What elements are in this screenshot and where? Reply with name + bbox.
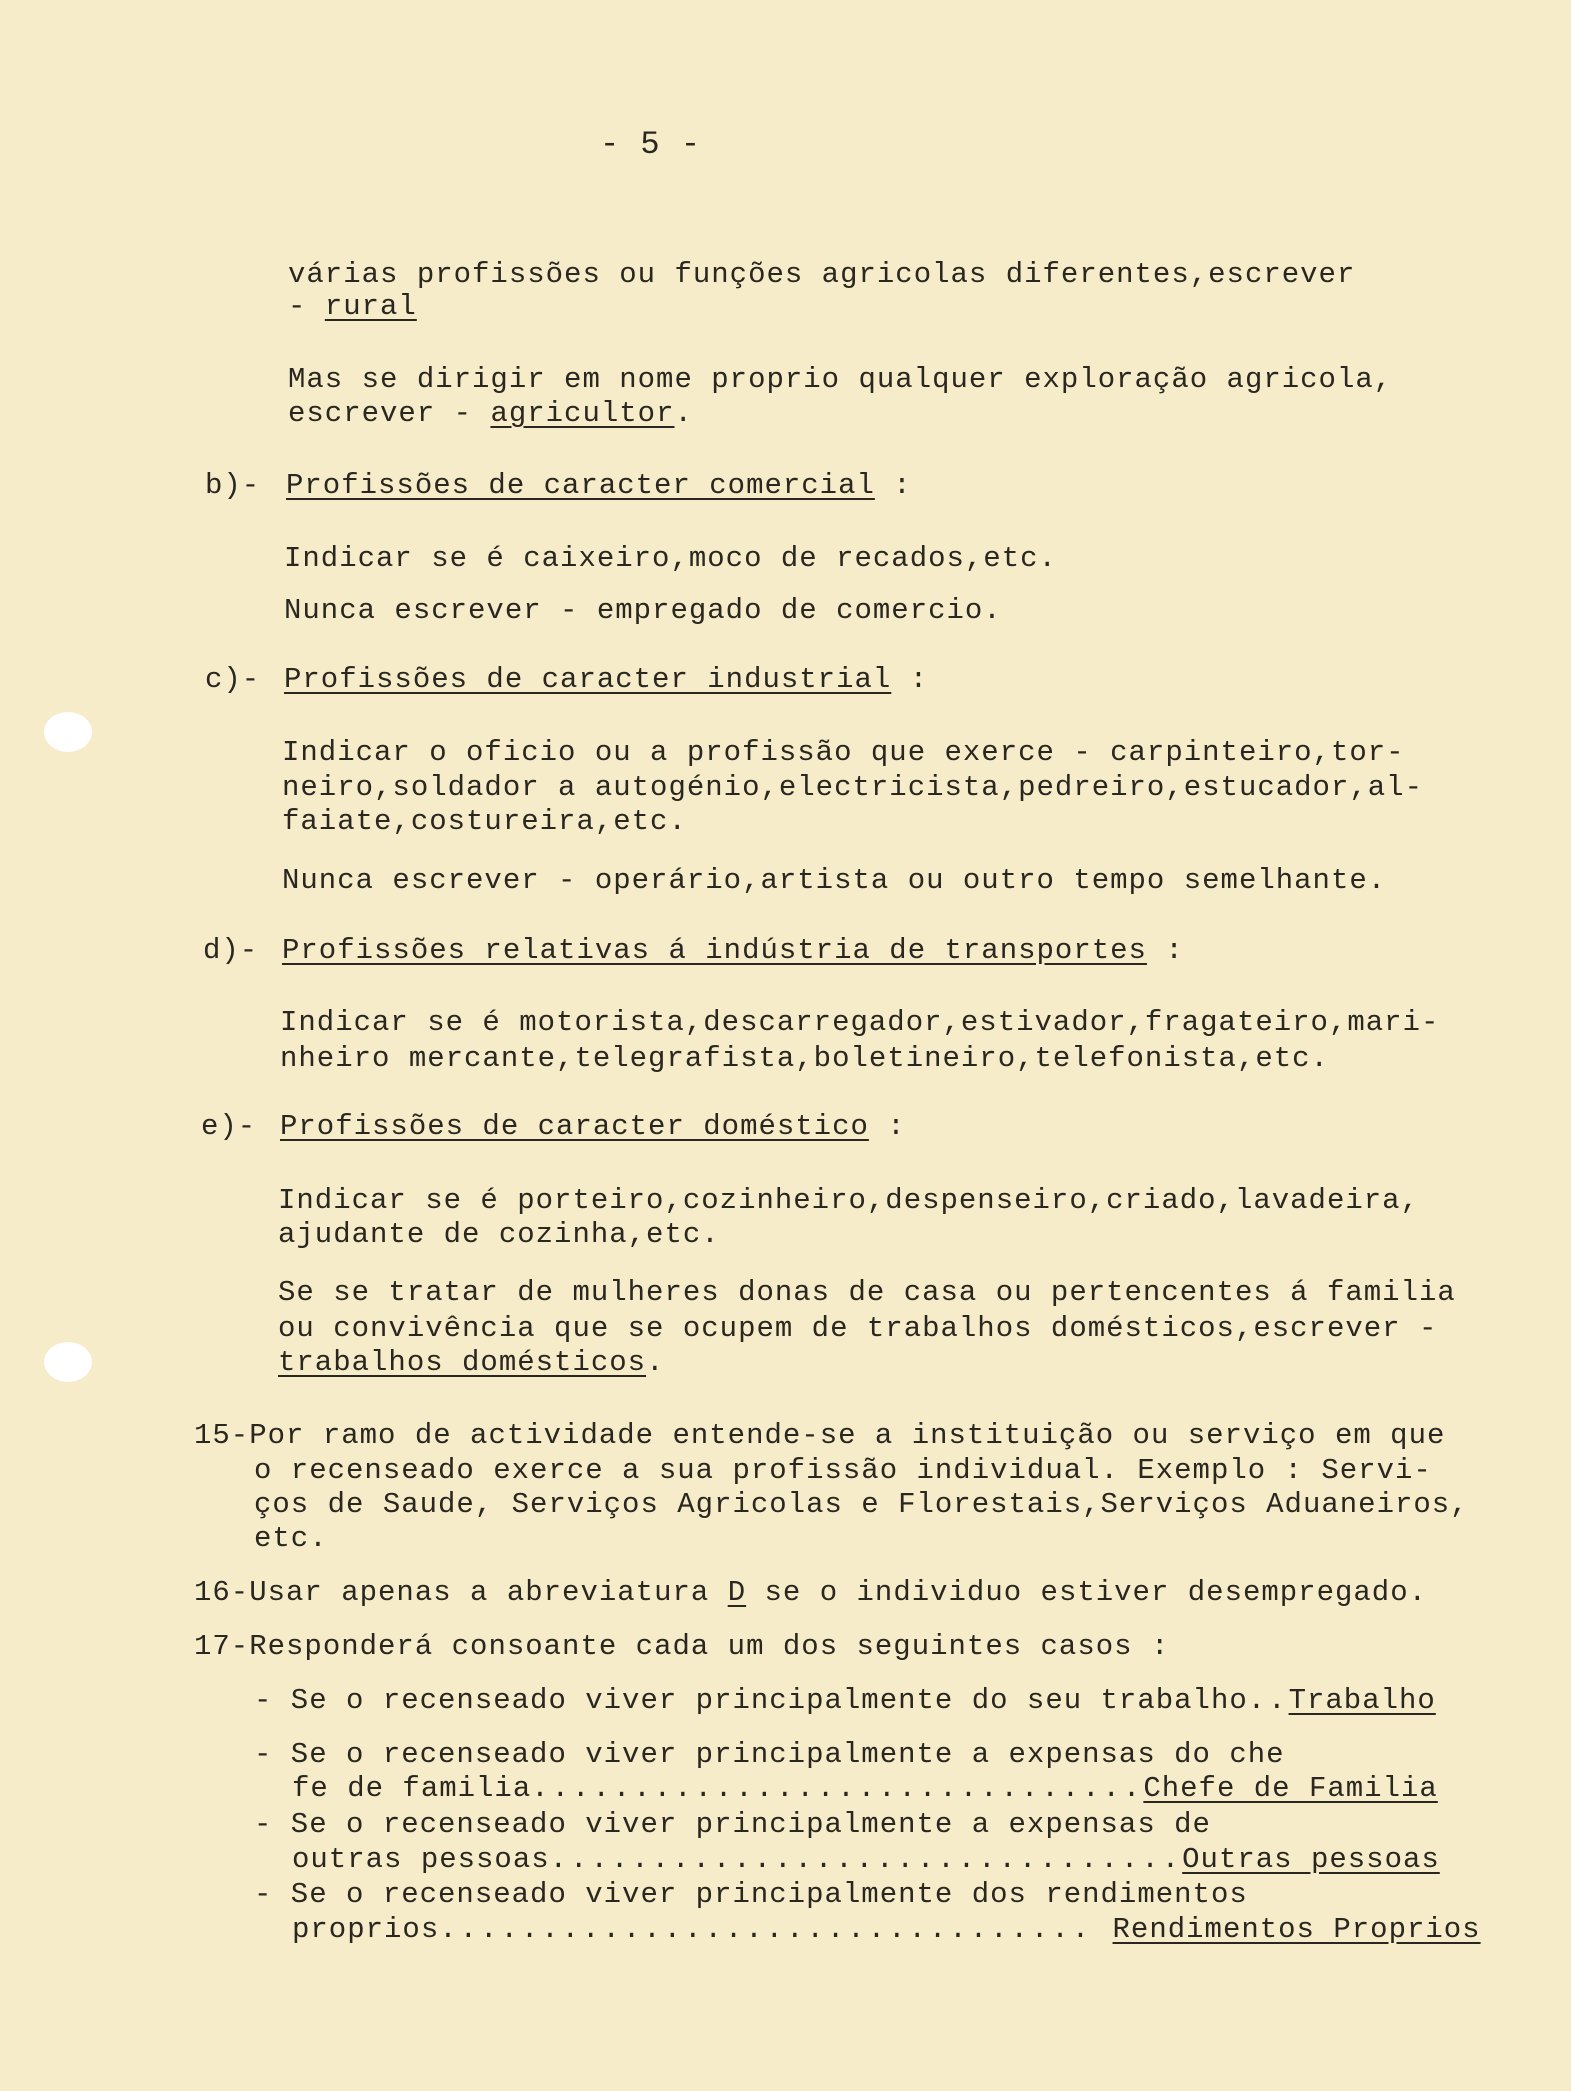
- case-4-line-1: - Se o recenseado viver principalmente dos rendimentos: [254, 1878, 1248, 1911]
- section-c-text-3: faiate,costureira,etc.: [282, 805, 687, 838]
- intro-line-4: escrever - agricultor.: [288, 397, 693, 430]
- section-d-title: Profissões relativas á indústria de transportes: [282, 934, 1147, 967]
- section-b-label: b)-: [205, 469, 261, 502]
- item-16: 16-Usar apenas a abreviatura D se o individuo estiver desempregado.: [194, 1576, 1427, 1609]
- section-e-text-1: Indicar se é porteiro,cozinheiro,despenseiro,criado,lavadeira,: [278, 1184, 1419, 1217]
- item-15-line-1: 15-Por ramo de actividade entende-se a instituição ou serviço em que: [194, 1419, 1446, 1452]
- page-edge: [1571, 0, 1581, 2091]
- section-c-text-2: neiro,soldador a autogénio,electricista,pedreiro,estucador,al-: [282, 771, 1423, 804]
- item-15-line-3: ços de Saude, Serviços Agricolas e Florestais,Serviços Aduaneiros,: [254, 1488, 1469, 1521]
- punch-hole-bottom: [44, 1342, 92, 1382]
- section-c-title: Profissões de caracter industrial: [284, 663, 892, 696]
- section-b-heading: Profissões de caracter comercial :: [286, 469, 912, 502]
- section-c-label: c)-: [205, 663, 261, 696]
- intro-line-2: - rural: [288, 290, 417, 323]
- section-e-label: e)-: [201, 1110, 257, 1143]
- item-15-line-2: o recenseado exerce a sua profissão individual. Exemplo : Servi-: [254, 1454, 1432, 1487]
- section-b-text-2: Nunca escrever - empregado de comercio.: [284, 594, 1002, 627]
- intro-line-3: Mas se dirigir em nome proprio qualquer exploração agricola,: [288, 363, 1393, 396]
- answer-chefe-de-familia: Chefe de Familia: [1143, 1772, 1438, 1805]
- item-15-line-4: etc.: [254, 1522, 328, 1555]
- case-3-line-2: outras pessoas...............................Outras pessoas: [292, 1843, 1440, 1876]
- intro-line-1: várias profissões ou funções agricolas diferentes,escrever: [288, 258, 1356, 291]
- section-e-text-3: Se se tratar de mulheres donas de casa ou pertencentes á familia: [278, 1276, 1456, 1309]
- section-d-text-1: Indicar se é motorista,descarregador,estivador,fragateiro,mari-: [280, 1006, 1440, 1039]
- term-agricultor: agricultor: [490, 397, 675, 430]
- page-number: - 5 -: [600, 126, 702, 163]
- case-2-line-1: - Se o recenseado viver principalmente a expensas do che: [254, 1738, 1285, 1771]
- section-b-title: Profissões de caracter comercial: [286, 469, 875, 502]
- abbreviation-d: D: [727, 1576, 747, 1609]
- section-d-label: d)-: [203, 934, 259, 967]
- section-e-text-5: trabalhos domésticos.: [278, 1346, 665, 1379]
- section-e-text-4: ou convivência que se ocupem de trabalhos domésticos,escrever -: [278, 1312, 1438, 1345]
- term-rural: rural: [324, 290, 417, 323]
- section-e-text-2: ajudante de cozinha,etc.: [278, 1218, 720, 1251]
- section-c-text-4: Nunca escrever - operário,artista ou outro tempo semelhante.: [282, 864, 1387, 897]
- section-c-text-1: Indicar o oficio ou a profissão que exerce - carpinteiro,tor-: [282, 736, 1405, 769]
- term-trabalhos-domesticos: trabalhos domésticos: [278, 1346, 647, 1379]
- section-e-title: Profissões de caracter doméstico: [280, 1110, 869, 1143]
- answer-trabalho: Trabalho: [1288, 1684, 1436, 1717]
- answer-rendimentos-proprios: Rendimentos Proprios: [1112, 1913, 1481, 1946]
- punch-hole-top: [44, 712, 92, 752]
- item-17-intro: 17-Responderá consoante cada um dos seguintes casos :: [194, 1630, 1170, 1663]
- section-d-text-2: nheiro mercante,telegrafista,boletineiro,telefonista,etc.: [280, 1042, 1329, 1075]
- section-c-heading: Profissões de caracter industrial :: [284, 663, 929, 696]
- case-3-line-1: - Se o recenseado viver principalmente a expensas de: [254, 1808, 1211, 1841]
- case-1: - Se o recenseado viver principalmente do seu trabalho..Trabalho: [254, 1684, 1436, 1717]
- section-b-text-1: Indicar se é caixeiro,moco de recados,etc.: [284, 542, 1057, 575]
- case-4-line-2: proprios................................ Rendimentos Proprios: [292, 1913, 1481, 1946]
- answer-outras-pessoas: Outras pessoas: [1182, 1843, 1440, 1876]
- case-2-line-2: fe de familia..............................Chefe de Familia: [292, 1772, 1438, 1805]
- section-e-heading: Profissões de caracter doméstico :: [280, 1110, 906, 1143]
- section-d-heading: Profissões relativas á indústria de transportes :: [282, 934, 1184, 967]
